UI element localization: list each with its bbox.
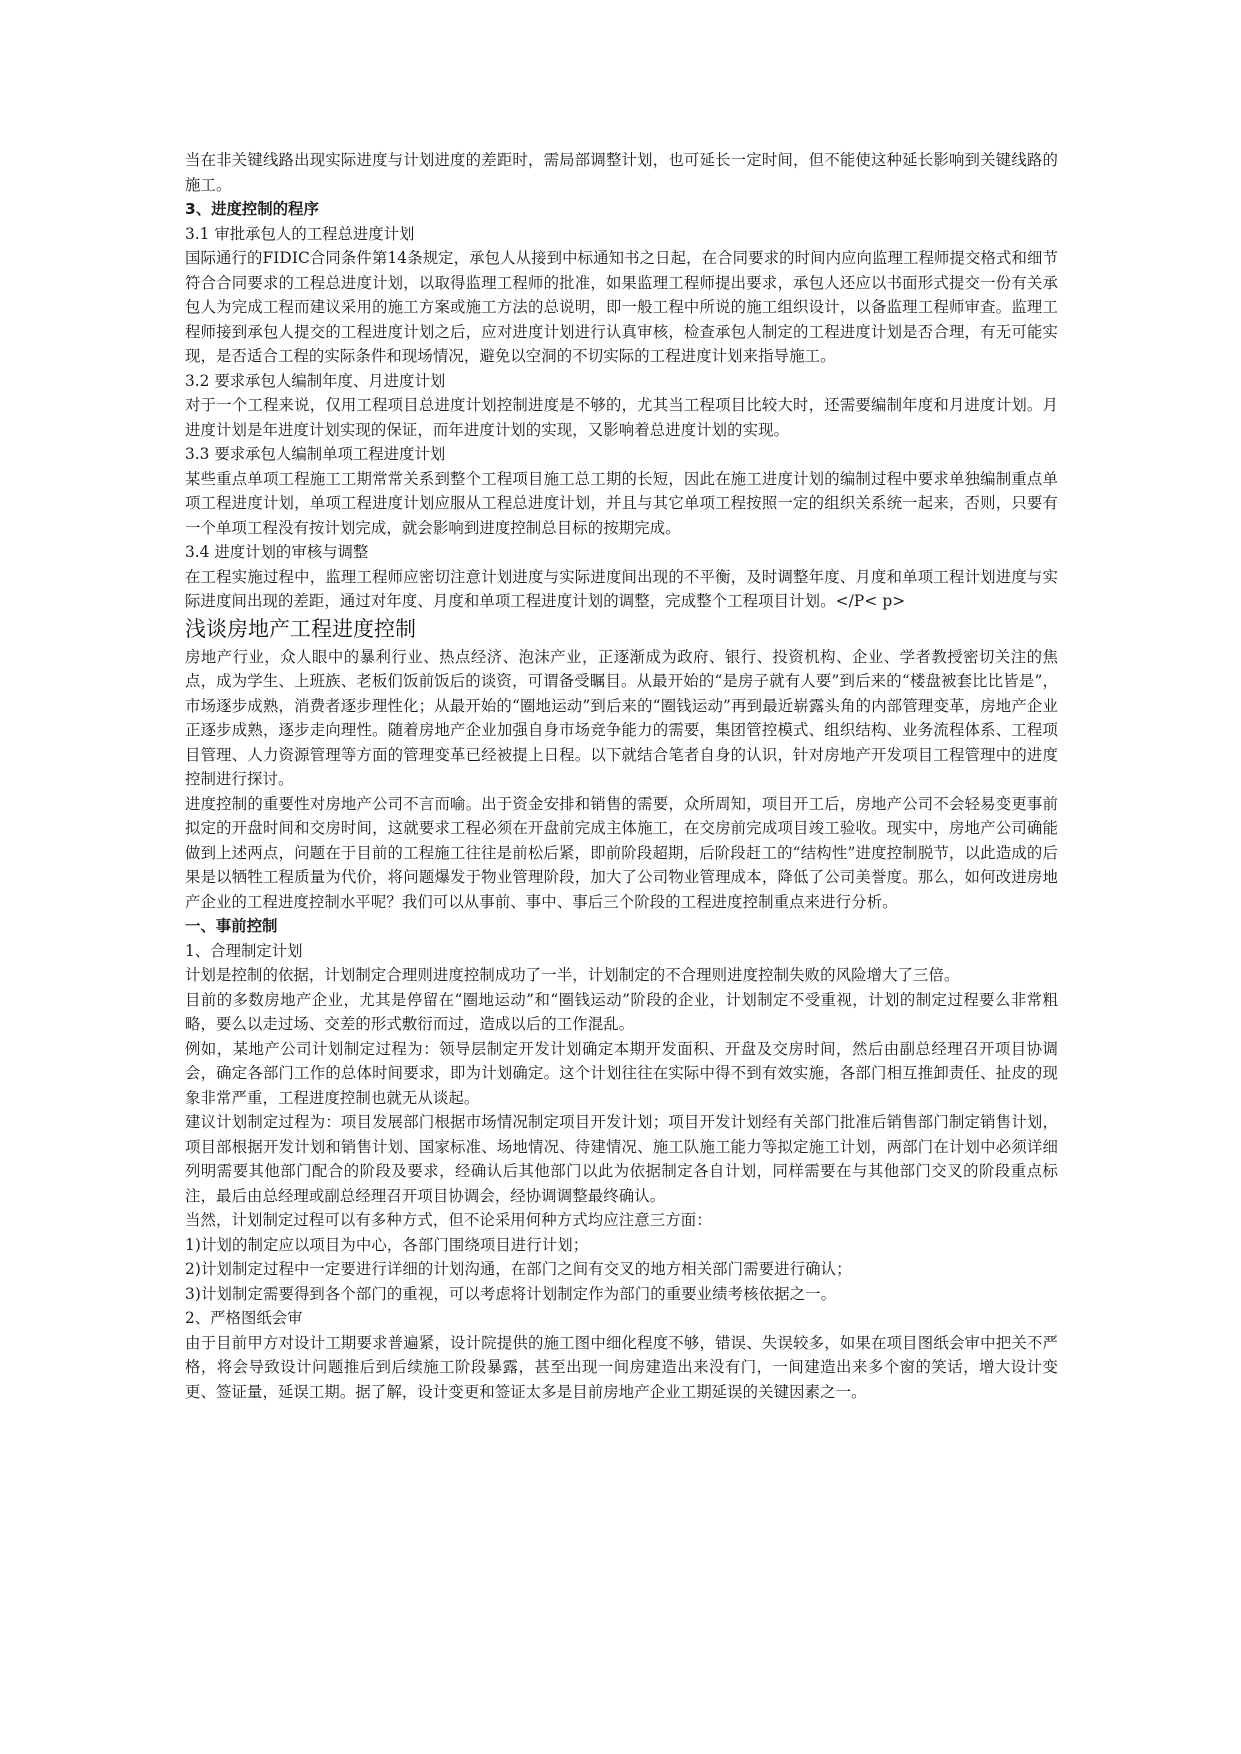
paragraph: 由于目前甲方对设计工期要求普遍紧，设计院提供的施工图中细化程度不够，错误、失误较多，如果在项目图纸会审中把关不严格，将会导致设计问题推后到后续施工阶段暴露，甚至出现一间房建造出来没有门，一间建造出来多个窗的笑话，增大设计变更、签证量，延误工期。据了解，设计变更和签证太多是目前房地产企业工期延误的关键因素之一。 (185, 1333, 1058, 1401)
list-item: 2)计划制定过程中一定要进行详细的计划沟通，在部门之间有交叉的地方相关部门需要进行确认； (185, 1260, 852, 1278)
paragraph: 当在非关键线路出现实际进度与计划进度的差距时，需局部调整计划，也可延长一定时间，但不能使这种延长影响到关键线路的施工。 (185, 151, 1058, 194)
subsection-heading: 1、合理制定计划 (185, 941, 303, 960)
paragraph: 国际通行的FIDIC合同条件第14条规定，承包人从接到中标通知书之日起，在合同要求的时间内应向监理工程师提交格式和细节符合合同要求的工程总进度计划，以取得监理工程师的批准，如果监理工程师提出要求，承包人还应以书面形式提交一份有关承包人为完成工程而建议采用的施工方案或施工方法的总说明，即一般工程中所说的施工组织设计，以备监理工程师审查。监理工程师接到承包人提交的工程进度计划之后，应对进度计划进行认真审核，检查承包人制定的工程进度计划是否合理，有无可能实现，是否适合工程的实际条件和现场情况，避免以空洞的不切实际的工程进度计划来指导施工。 (185, 249, 1058, 365)
paragraph: 计划是控制的依据，计划制定合理则进度控制成功了一半，计划制定的不合理则进度控制失败的风险增大了三倍。 (185, 966, 960, 984)
list-item: 1)计划的制定应以项目为中心，各部门围绕项目进行计划； (185, 1235, 589, 1254)
subsection-heading: 3.4 进度计划的审核与调整 (185, 543, 369, 561)
subsection-heading: 3.3 要求承包人编制单项工程进度计划 (185, 445, 446, 463)
paragraph: 目前的多数房地产企业，尤其是停留在“圈地运动”和“圈钱运动”阶段的企业，计划制定不受重视，计划的制定过程要么非常粗略，要么以走过场、交差的形式敷衍而过，造成以后的工作混乱。 (185, 990, 1058, 1033)
paragraph: 某些重点单项工程施工工期常常关系到整个工程项目施工总工期的长短，因此在施工进度计划的编制过程中要求单独编制重点单项工程进度计划，单项工程进度计划应服从工程总进度计划，并且与其它单项工程按照一定的组织关系统一起来，否则，只要有一个单项工程没有按计划完成，就会影响到进度控制总目标的按期完成。 (185, 469, 1058, 537)
section-heading: 3、进度控制的程序 (185, 200, 319, 218)
subsection-heading: 3.2 要求承包人编制年度、月进度计划 (185, 371, 446, 390)
section-heading: 一、事前控制 (185, 917, 278, 935)
paragraph: 当然，计划制定过程可以有多种方式，但不论采用何种方式均应注意三方面： (185, 1211, 712, 1229)
document-page (185, 148, 1058, 1404)
subsection-heading: 2、严格图纸会审 (185, 1309, 303, 1327)
list-item: 3)计划制定需要得到各个部门的重视，可以考虑将计划制定作为部门的重要业绩考核依据之一。 (185, 1284, 837, 1303)
subsection-heading: 3.1 审批承包人的工程总进度计划 (185, 224, 415, 243)
paragraph: 房地产行业，众人眼中的暴利行业、热点经济、泡沫产业，正逐渐成为政府、银行、投资机构、企业、学者教授密切关注的焦点，成为学生、上班族、老板们饭前饭后的谈资，可谓备受瞩目。从最开始的“是房子就有人要”到后来的“楼盘被套比比皆是”，市场逐步成熟，消费者逐步理性化；从最开始的“圈地运动”到后来的“圈钱运动”再到最近崭露头角的内部管理变革，房地产企业正逐步成熟，逐步走向理性。随着房地产企业加强自身市场竞争能力的需要，集团管控模式、组织结构、业务流程体系、工程项目管理、人力资源管理等方面的管理变革已经被提上日程。以下就结合笔者自身的认识，针对房地产开发项目工程管理中的进度控制进行探讨。 (185, 647, 1058, 788)
paragraph: 在工程实施过程中，监理工程师应密切注意计划进度与实际进度间出现的不平衡，及时调整年度、月度和单项工程计划进度与实际进度间出现的差距，通过对年度、月度和单项工程进度计划的调整，完成整个工程项目计划。</P< p> (185, 567, 1058, 610)
paragraph: 对于一个工程来说，仅用工程项目总进度计划控制进度是不够的，尤其当工程项目比较大时，还需要编制年度和月进度计划。月进度计划是年进度计划实现的保证，而年进度计划的实现，又影响着总进度计划的实现。 (185, 396, 1058, 439)
article-title: 浅谈房地产工程进度控制 (185, 616, 416, 641)
paragraph: 进度控制的重要性对房地产公司不言而喻。出于资金安排和销售的需要，众所周知，项目开工后，房地产公司不会轻易变更事前拟定的开盘时间和交房时间，这就要求工程必须在开盘前完成主体施工，在交房前完成项目竣工验收。现实中，房地产公司确能做到上述两点，问题在于目前的工程施工往往是前松后紧，即前阶段超期，后阶段赶工的“结构性”进度控制脱节，以此造成的后果是以牺牲工程质量为代价，将问题爆发于物业管理阶段，加大了公司物业管理成本，降低了公司美誉度。那么，如何改进房地产企业的工程进度控制水平呢？我们可以从事前、事中、事后三个阶段的工程进度控制重点来进行分析。 (185, 794, 1058, 911)
paragraph: 建议计划制定过程为：项目发展部门根据市场情况制定项目开发计划；项目开发计划经有关部门批准后销售部门制定销售计划，项目部根据开发计划和销售计划、国家标准、场地情况、待建情况、施工队施工能力等拟定施工计划，两部门在计划中必须详细列明需要其他部门配合的阶段及要求，经确认后其他部门以此为依据制定各自计划，同样需要在与其他部门交叉的阶段重点标注，最后由总经理或副总经理召开项目协调会，经协调调整最终确认。 (185, 1113, 1058, 1205)
paragraph: 例如，某地产公司计划制定过程为：领导层制定开发计划确定本期开发面积、开盘及交房时间，然后由副总经理召开项目协调会，确定各部门工作的总体时间要求，即为计划确定。这个计划往往在实际中得不到有效实施，各部门相互推卸责任、扯皮的现象非常严重，工程进度控制也就无从谈起。 (185, 1039, 1058, 1107)
